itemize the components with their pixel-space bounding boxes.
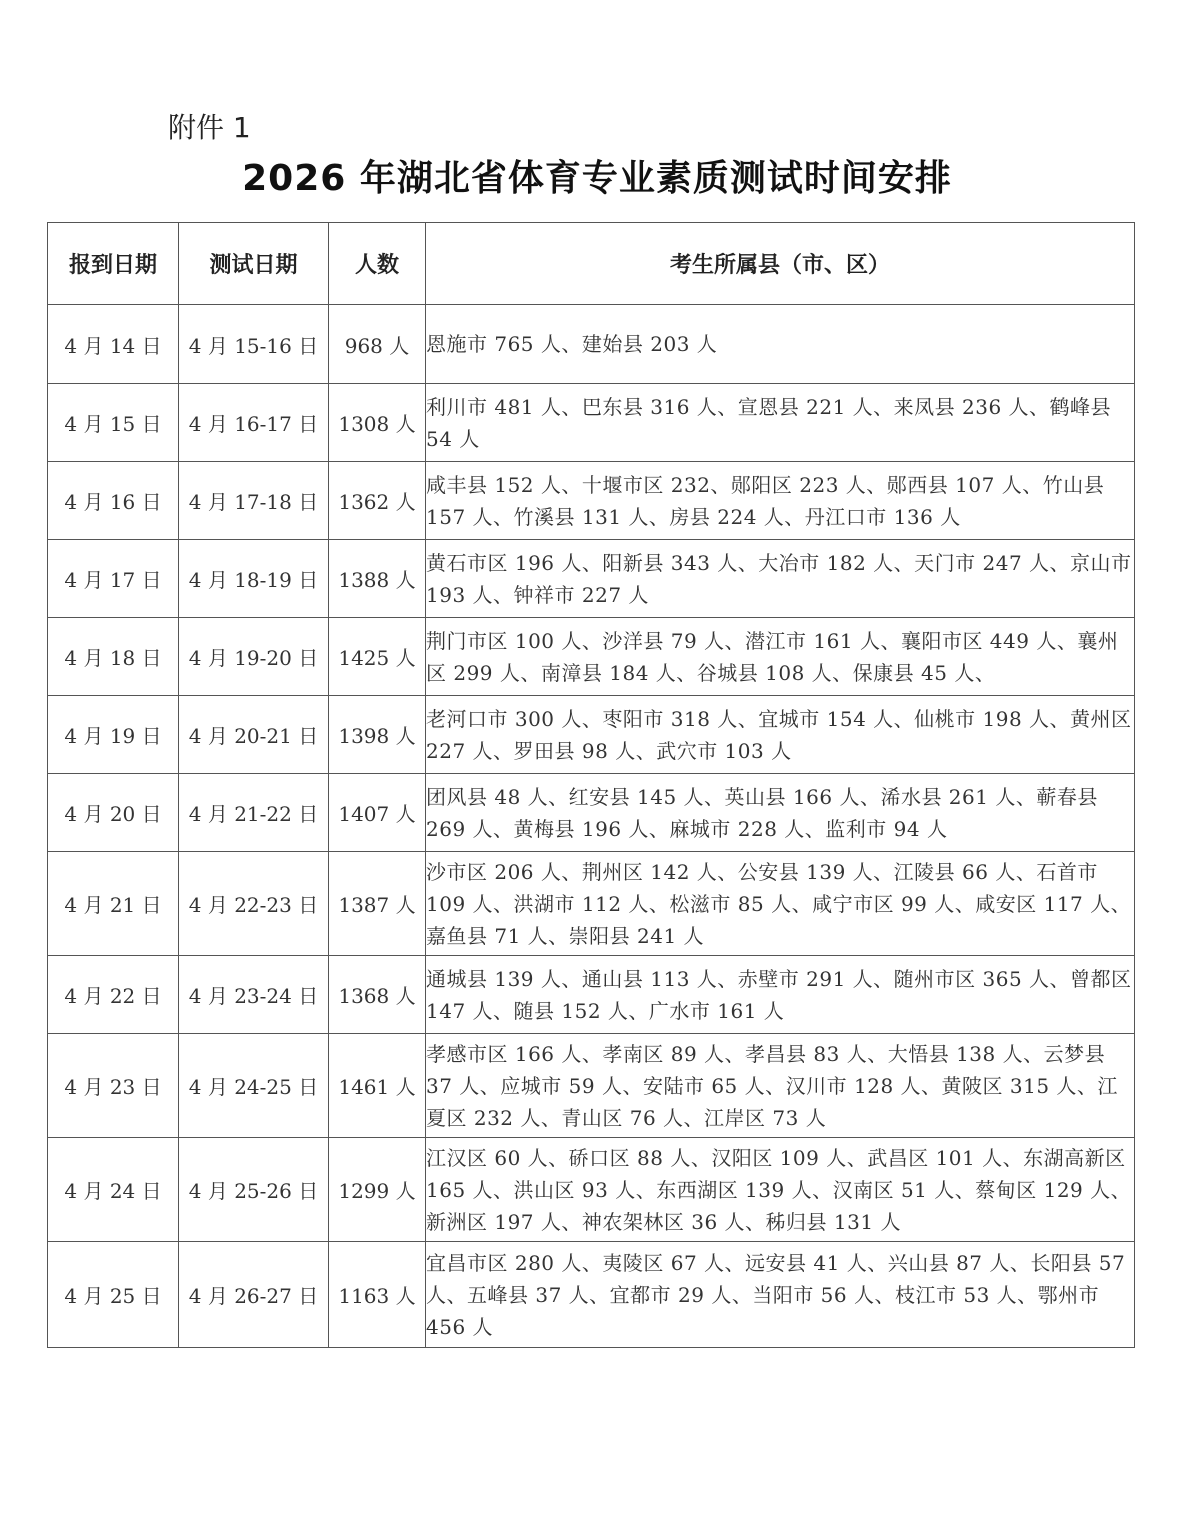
test-date-cell: 4 月 17-18 日 <box>179 462 329 540</box>
test-date-cell: 4 月 15-16 日 <box>179 305 329 384</box>
table-row <box>48 774 1135 852</box>
attachment-label: 附件 1 <box>168 111 251 144</box>
regions-cell: 老河口市 300 人、枣阳市 318 人、宜城市 154 人、仙桃市 198 人、黄州区 227 人、罗田县 98 人、武穴市 103 人 <box>426 696 1135 774</box>
regions-cell: 孝感市区 166 人、孝南区 89 人、孝昌县 83 人、大悟县 138 人、云梦县 37 人、应城市 59 人、安陆市 65 人、汉川市 128 人、黄陂区 315 人、江夏区 232 人、青山区 76 人、江岸区 73 人 <box>426 1034 1135 1138</box>
count-cell: 1461 人 <box>329 1034 426 1138</box>
table-row <box>48 852 1135 956</box>
table-header <box>48 223 1135 305</box>
report-date-cell: 4 月 18 日 <box>48 618 179 696</box>
test-date-cell: 4 月 24-25 日 <box>179 1034 329 1138</box>
report-date-cell: 4 月 21 日 <box>48 852 179 956</box>
count-cell: 1362 人 <box>329 462 426 540</box>
test-date-cell: 4 月 25-26 日 <box>179 1138 329 1242</box>
regions-cell: 沙市区 206 人、荆州区 142 人、公安县 139 人、江陵县 66 人、石首市 109 人、洪湖市 112 人、松滋市 85 人、咸宁市区 99 人、咸安区 117 人、嘉鱼县 71 人、崇阳县 241 人 <box>426 852 1135 956</box>
header-test-date: 测试日期 <box>179 223 329 305</box>
header-report-date: 报到日期 <box>48 223 179 305</box>
count-cell: 1425 人 <box>329 618 426 696</box>
report-date-cell: 4 月 22 日 <box>48 956 179 1034</box>
test-date-cell: 4 月 22-23 日 <box>179 852 329 956</box>
count-cell: 1368 人 <box>329 956 426 1034</box>
table-row <box>48 305 1135 384</box>
test-date-cell: 4 月 18-19 日 <box>179 540 329 618</box>
table-row <box>48 956 1135 1034</box>
test-date-cell: 4 月 16-17 日 <box>179 384 329 462</box>
report-date-cell: 4 月 24 日 <box>48 1138 179 1242</box>
regions-cell: 团风县 48 人、红安县 145 人、英山县 166 人、浠水县 261 人、蕲春县 269 人、黄梅县 196 人、麻城市 228 人、监利市 94 人 <box>426 774 1135 852</box>
test-date-cell: 4 月 20-21 日 <box>179 696 329 774</box>
report-date-cell: 4 月 14 日 <box>48 305 179 384</box>
test-date-cell: 4 月 19-20 日 <box>179 618 329 696</box>
regions-cell: 恩施市 765 人、建始县 203 人 <box>426 305 1135 384</box>
table-row <box>48 1034 1135 1138</box>
regions-cell: 宜昌市区 280 人、夷陵区 67 人、远安县 41 人、兴山县 87 人、长阳县 57 人、五峰县 37 人、宜都市 29 人、当阳市 56 人、枝江市 53 人、鄂州市 456 人 <box>426 1242 1135 1348</box>
table-row <box>48 384 1135 462</box>
table-row <box>48 618 1135 696</box>
table-row <box>48 540 1135 618</box>
count-cell: 1308 人 <box>329 384 426 462</box>
regions-cell: 利川市 481 人、巴东县 316 人、宣恩县 221 人、来凤县 236 人、鹤峰县 54 人 <box>426 384 1135 462</box>
count-cell: 1387 人 <box>329 852 426 956</box>
table-row <box>48 1138 1135 1242</box>
regions-cell: 荆门市区 100 人、沙洋县 79 人、潜江市 161 人、襄阳市区 449 人、襄州区 299 人、南漳县 184 人、谷城县 108 人、保康县 45 人、 <box>426 618 1135 696</box>
report-date-cell: 4 月 16 日 <box>48 462 179 540</box>
count-cell: 968 人 <box>329 305 426 384</box>
regions-cell: 咸丰县 152 人、十堰市区 232、郧阳区 223 人、郧西县 107 人、竹山县 157 人、竹溪县 131 人、房县 224 人、丹江口市 136 人 <box>426 462 1135 540</box>
count-cell: 1388 人 <box>329 540 426 618</box>
header-row <box>48 223 1135 305</box>
table-row <box>48 462 1135 540</box>
report-date-cell: 4 月 17 日 <box>48 540 179 618</box>
header-count: 人数 <box>329 223 426 305</box>
regions-cell: 通城县 139 人、通山县 113 人、赤壁市 291 人、随州市区 365 人、曾都区 147 人、随县 152 人、广水市 161 人 <box>426 956 1135 1034</box>
document-title: 2026 年湖北省体育专业素质测试时间安排 <box>242 158 952 199</box>
regions-cell: 黄石市区 196 人、阳新县 343 人、大冶市 182 人、天门市 247 人、京山市 193 人、钟祥市 227 人 <box>426 540 1135 618</box>
count-cell: 1299 人 <box>329 1138 426 1242</box>
test-date-cell: 4 月 26-27 日 <box>179 1242 329 1348</box>
table-row <box>48 696 1135 774</box>
test-date-cell: 4 月 23-24 日 <box>179 956 329 1034</box>
regions-cell: 江汉区 60 人、硚口区 88 人、汉阳区 109 人、武昌区 101 人、东湖高新区 165 人、洪山区 93 人、东西湖区 139 人、汉南区 51 人、蔡甸区 129 人、新洲区 197 人、神农架林区 36 人、秭归县 131 人 <box>426 1138 1135 1242</box>
table-body <box>48 305 1135 1348</box>
report-date-cell: 4 月 23 日 <box>48 1034 179 1138</box>
table-row <box>48 1242 1135 1348</box>
count-cell: 1163 人 <box>329 1242 426 1348</box>
report-date-cell: 4 月 20 日 <box>48 774 179 852</box>
report-date-cell: 4 月 25 日 <box>48 1242 179 1348</box>
header-regions: 考生所属县（市、区） <box>426 223 1135 305</box>
count-cell: 1407 人 <box>329 774 426 852</box>
test-date-cell: 4 月 21-22 日 <box>179 774 329 852</box>
count-cell: 1398 人 <box>329 696 426 774</box>
schedule-table <box>47 222 1135 1348</box>
report-date-cell: 4 月 15 日 <box>48 384 179 462</box>
report-date-cell: 4 月 19 日 <box>48 696 179 774</box>
